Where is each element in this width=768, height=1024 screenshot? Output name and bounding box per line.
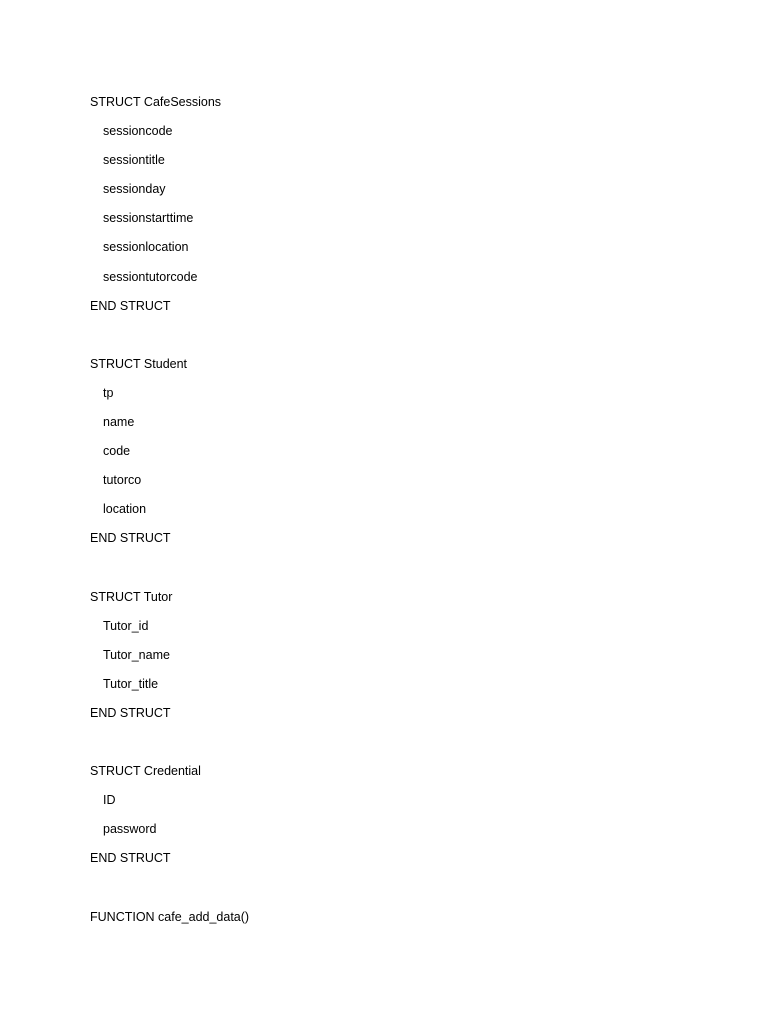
blank-line — [90, 558, 710, 587]
blank-line — [90, 878, 710, 907]
document-body — [90, 92, 710, 936]
struct-footer: END STRUCT — [90, 531, 171, 546]
struct-footer: END STRUCT — [90, 298, 171, 313]
struct-field: location — [103, 502, 147, 517]
struct-field: sessionlocation — [103, 240, 189, 255]
struct-field: ID — [103, 793, 116, 808]
struct-footer: END STRUCT — [90, 851, 171, 866]
struct-field: Tutor_title — [103, 676, 159, 691]
struct-field: name — [103, 415, 135, 430]
struct-field: password — [103, 822, 157, 837]
function-declaration: FUNCTION cafe_add_data() — [90, 909, 250, 924]
struct-header: STRUCT Credential — [90, 764, 201, 779]
struct-field: tutorco — [103, 473, 142, 488]
struct-field: sessionday — [103, 182, 166, 197]
struct-field: Tutor_name — [103, 647, 170, 662]
blank-line — [90, 732, 710, 761]
struct-header: STRUCT CafeSessions — [90, 95, 222, 109]
struct-field: sessiontitle — [103, 153, 165, 168]
struct-field: Tutor_id — [103, 618, 149, 633]
struct-footer: END STRUCT — [90, 705, 171, 720]
blank-line — [90, 325, 710, 354]
struct-field: sessionstarttime — [103, 211, 194, 226]
struct-field: sessioncode — [103, 124, 173, 139]
struct-field: tp — [103, 385, 114, 400]
struct-header: STRUCT Tutor — [90, 589, 173, 604]
struct-header: STRUCT Student — [90, 356, 188, 371]
struct-field: code — [103, 444, 131, 459]
struct-field: sessiontutorcode — [103, 269, 198, 284]
